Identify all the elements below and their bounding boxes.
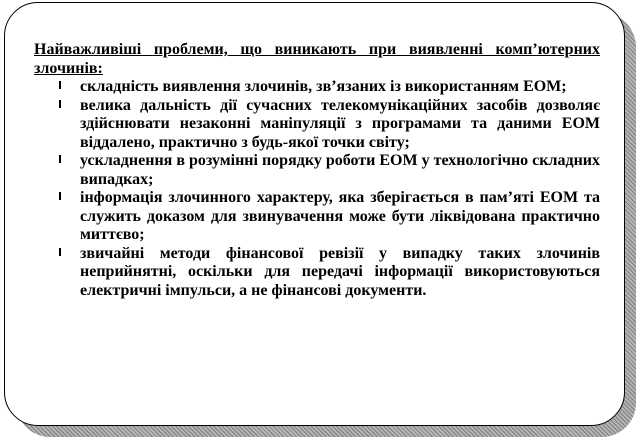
rounded-text-box [4, 2, 625, 426]
list-item-text: складність виявлення злочинів, зв’язаних із використанням ЕОМ; [80, 78, 567, 95]
problem-list [34, 78, 600, 300]
list-item [58, 245, 600, 301]
list-item [58, 97, 600, 153]
list-item-text: велика дальність дії сучасних телекомунікаційних засобів дозволяє здійснювати незаконні маніпуляції з програмами та даними ЕОМ віддалено, практично з будь-якої точки світу; [80, 96, 600, 151]
heading-text: Найважливіші проблеми, що виникають при виявленні комп’ютерних злочинів [34, 41, 600, 77]
bullet-mark-icon [59, 248, 61, 256]
list-item-text: ускладнення в розумінні порядку роботи ЕОМ у технологічно складних випадках; [80, 152, 600, 188]
list-item-text: інформація злочинного характеру, яка зберігається в пам’яті ЕОМ та служить доказом для звинувачення може бути ліквідована практично миттєво; [80, 189, 600, 243]
list-item [58, 189, 600, 245]
bullet-mark-icon [59, 81, 61, 89]
bullet-mark-icon [59, 192, 61, 200]
list-item-text: звичайні методи фінансової ревізії у випадку таких злочинів неприйнятні, оскільки для передачі інформації використовуються електричні імпульси, а не фінансові документи. [80, 244, 600, 299]
bullet-mark-icon [59, 100, 61, 108]
bullet-mark-icon [59, 155, 61, 163]
heading [34, 41, 600, 78]
list-item [58, 152, 600, 189]
list-item [58, 78, 600, 97]
heading-colon: : [97, 59, 103, 77]
